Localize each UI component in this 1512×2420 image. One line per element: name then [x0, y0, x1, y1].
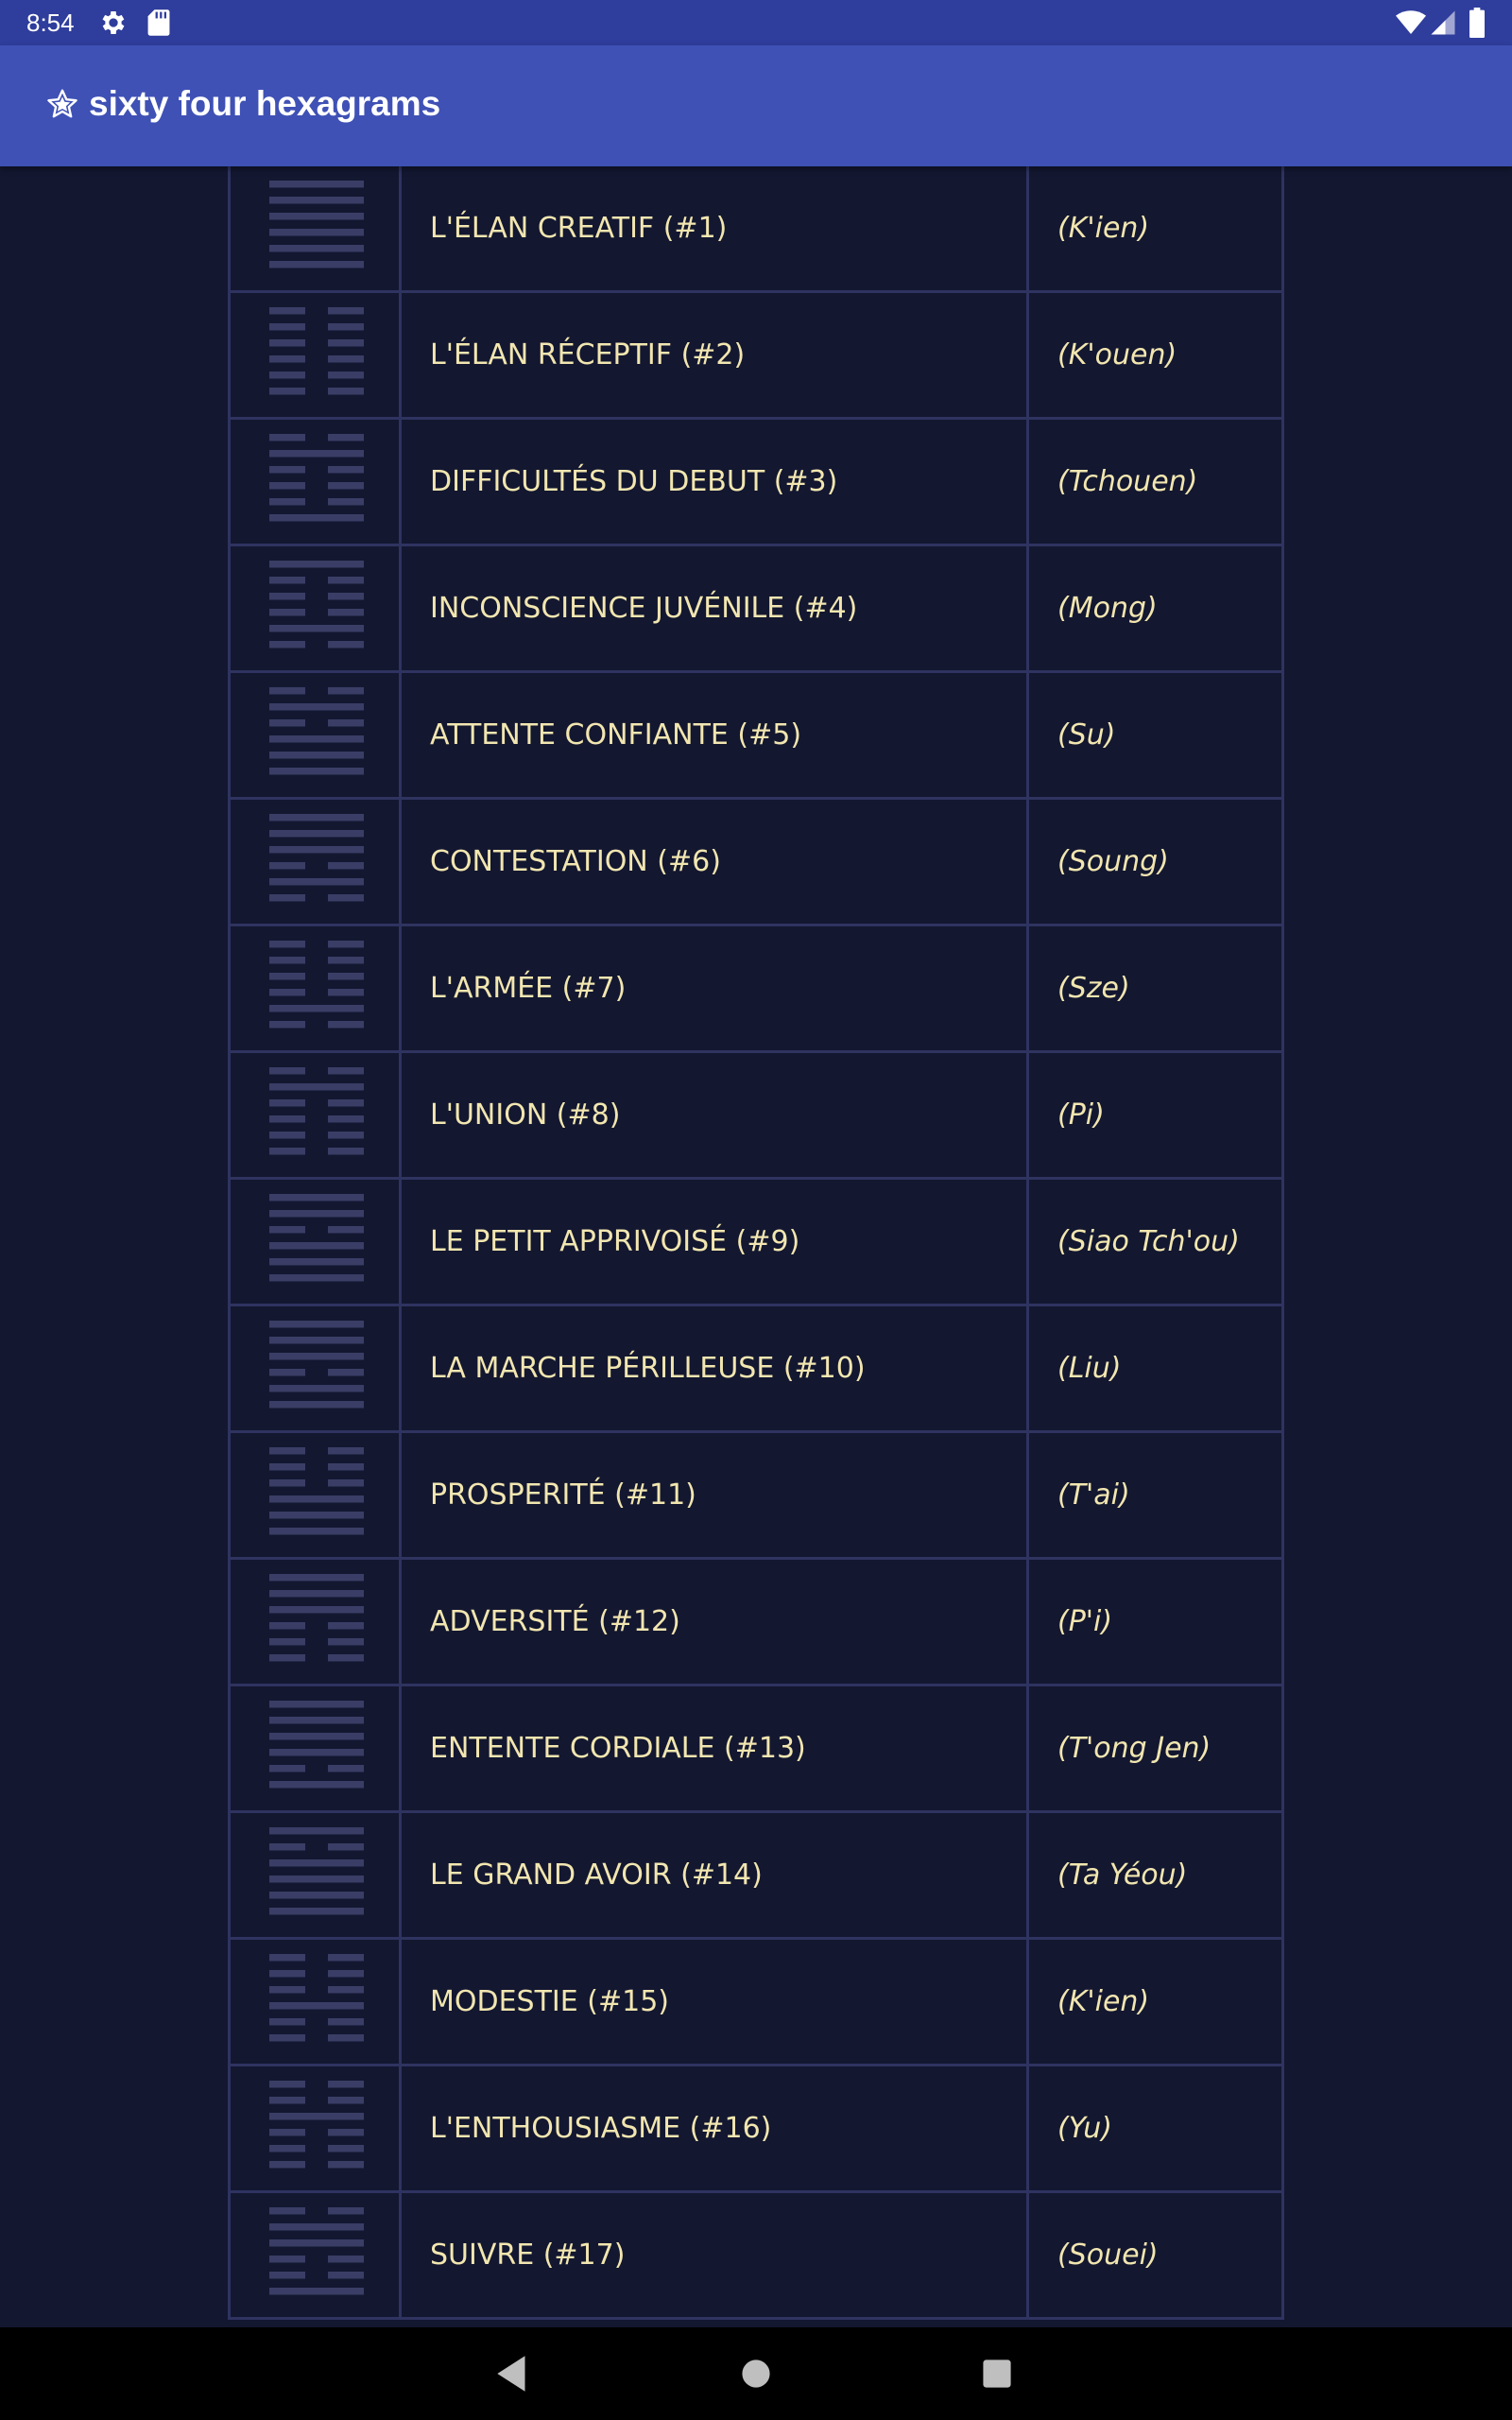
hexagram-cell [228, 2193, 402, 2317]
hexagram-table [228, 166, 1284, 2320]
hexagram-chinese-name: (K'ouen) [1029, 293, 1284, 417]
home-icon[interactable] [732, 2350, 780, 2397]
hexagram-name: INCONSCIENCE JUVÉNILE (#4) [402, 546, 1029, 670]
hexagram-chinese-name: (Mong) [1029, 546, 1284, 670]
hexagram-chinese-name: (Su) [1029, 673, 1284, 797]
hexagram-cell [228, 800, 402, 924]
hexagram-cell [228, 1053, 402, 1177]
table-row[interactable] [228, 800, 1284, 926]
hexagram-16-icon [269, 2078, 364, 2172]
table-row[interactable] [228, 673, 1284, 800]
table-row[interactable] [228, 1560, 1284, 1686]
table-row[interactable] [228, 1180, 1284, 1306]
hexagram-cell [228, 166, 402, 290]
hexagram-name: L'ÉLAN RÉCEPTIF (#2) [402, 293, 1029, 417]
hexagram-8-icon [269, 1064, 364, 1159]
hexagram-cell [228, 1306, 402, 1430]
status-time: 8:54 [26, 9, 75, 37]
table-row[interactable] [228, 166, 1284, 293]
hexagram-list [0, 166, 1512, 2327]
back-icon[interactable] [490, 2350, 537, 2397]
table-row[interactable] [228, 1686, 1284, 1813]
hexagram-14-icon [269, 1824, 364, 1919]
hexagram-name: ATTENTE CONFIANTE (#5) [402, 673, 1029, 797]
hexagram-3-icon [269, 431, 364, 526]
hexagram-chinese-name: (P'i) [1029, 1560, 1284, 1684]
hexagram-cell [228, 673, 402, 797]
hexagram-chinese-name: (Siao Tch'ou) [1029, 1180, 1284, 1304]
hexagram-cell [228, 2066, 402, 2190]
table-row[interactable] [228, 1306, 1284, 1433]
cellular-signal-icon [1429, 8, 1457, 42]
hexagram-9-icon [269, 1191, 364, 1286]
hexagram-chinese-name: (K'ien) [1029, 1940, 1284, 2064]
hexagram-cell [228, 926, 402, 1050]
hexagram-chinese-name: (T'ong Jen) [1029, 1686, 1284, 1810]
hexagram-name: LA MARCHE PÉRILLEUSE (#10) [402, 1306, 1029, 1430]
gear-icon [98, 8, 129, 42]
hexagram-chinese-name: (Tchouen) [1029, 420, 1284, 544]
battery-icon [1469, 8, 1486, 42]
hexagram-10-icon [269, 1318, 364, 1412]
hexagram-name: L'ENTHOUSIASME (#16) [402, 2066, 1029, 2190]
hexagram-name: L'ÉLAN CREATIF (#1) [402, 166, 1029, 290]
hexagram-name: DIFFICULTÉS DU DEBUT (#3) [402, 420, 1029, 544]
hexagram-name: LE PETIT APPRIVOISÉ (#9) [402, 1180, 1029, 1304]
hexagram-name: PROSPERITÉ (#11) [402, 1433, 1029, 1557]
table-row[interactable] [228, 1053, 1284, 1180]
hexagram-chinese-name: (Souei) [1029, 2193, 1284, 2317]
hexagram-name: MODESTIE (#15) [402, 1940, 1029, 2064]
status-bar [0, 0, 1512, 45]
hexagram-name: L'ARMÉE (#7) [402, 926, 1029, 1050]
hexagram-2-icon [269, 304, 364, 399]
table-row[interactable] [228, 1813, 1284, 1940]
hexagram-cell [228, 1686, 402, 1810]
table-row[interactable] [228, 293, 1284, 420]
navigation-bar [0, 2327, 1512, 2420]
hexagram-chinese-name: (Ta Yéou) [1029, 1813, 1284, 1937]
hexagram-6-icon [269, 811, 364, 906]
table-row[interactable] [228, 2066, 1284, 2193]
hexagram-name: SUIVRE (#17) [402, 2193, 1029, 2317]
hexagram-7-icon [269, 938, 364, 1032]
table-row[interactable] [228, 1940, 1284, 2066]
hexagram-cell [228, 1180, 402, 1304]
hexagram-cell [228, 420, 402, 544]
star-icon [45, 87, 79, 121]
hexagram-1-icon [269, 178, 364, 272]
hexagram-12-icon [269, 1571, 364, 1666]
hexagram-chinese-name: (Liu) [1029, 1306, 1284, 1430]
table-row[interactable] [228, 1433, 1284, 1560]
hexagram-name: LE GRAND AVOIR (#14) [402, 1813, 1029, 1937]
hexagram-11-icon [269, 1444, 364, 1539]
hexagram-4-icon [269, 558, 364, 652]
hexagram-chinese-name: (T'ai) [1029, 1433, 1284, 1557]
hexagram-cell [228, 1560, 402, 1684]
sd-card-icon [146, 8, 172, 42]
hexagram-cell [228, 546, 402, 670]
hexagram-5-icon [269, 684, 364, 779]
app-bar [0, 45, 1512, 166]
hexagram-chinese-name: (Yu) [1029, 2066, 1284, 2190]
table-row[interactable] [228, 420, 1284, 546]
hexagram-15-icon [269, 1951, 364, 2046]
recents-icon[interactable] [973, 2350, 1021, 2397]
hexagram-name: ADVERSITÉ (#12) [402, 1560, 1029, 1684]
table-row[interactable] [228, 546, 1284, 673]
hexagram-name: CONTESTATION (#6) [402, 800, 1029, 924]
hexagram-chinese-name: (K'ien) [1029, 166, 1284, 290]
hexagram-name: ENTENTE CORDIALE (#13) [402, 1686, 1029, 1810]
hexagram-cell [228, 1940, 402, 2064]
hexagram-cell [228, 1813, 402, 1937]
hexagram-cell [228, 293, 402, 417]
hexagram-name: L'UNION (#8) [402, 1053, 1029, 1177]
hexagram-13-icon [269, 1698, 364, 1792]
app-title: sixty four hexagrams [89, 84, 441, 123]
hexagram-cell [228, 1433, 402, 1557]
wifi-icon [1395, 8, 1427, 42]
hexagram-chinese-name: (Soung) [1029, 800, 1284, 924]
hexagram-chinese-name: (Sze) [1029, 926, 1284, 1050]
hexagram-chinese-name: (Pi) [1029, 1053, 1284, 1177]
table-row[interactable] [228, 2193, 1284, 2320]
hexagram-17-icon [269, 2204, 364, 2299]
table-row[interactable] [228, 926, 1284, 1053]
